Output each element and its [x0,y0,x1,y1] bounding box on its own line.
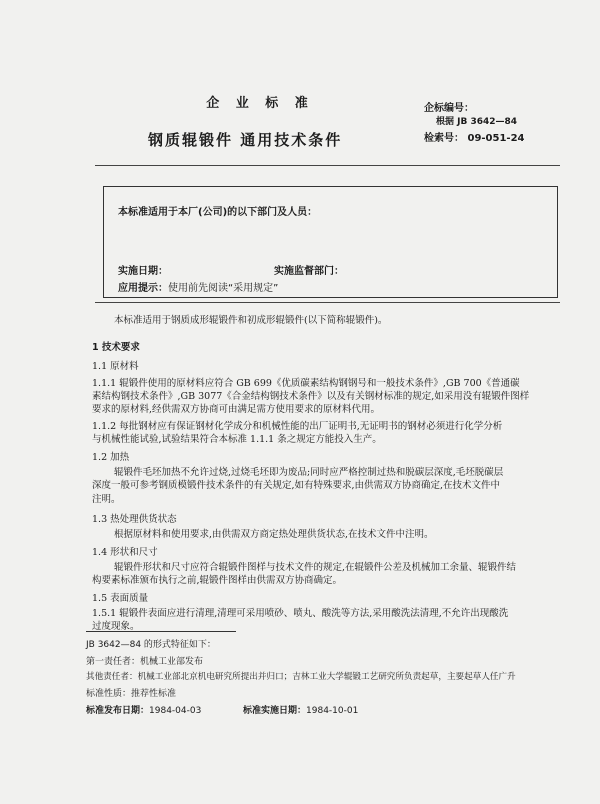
paragraph-1-5-1-line1: 1.5.1 辊锻件表面应进行清理,清理可采用喷砂、喷丸、酸洗等方法,采用酸洗法清理,不允许出现酸洗 [92,608,509,619]
publish-date-value: 1984-04-03 [149,706,202,716]
index-number: 检索号： 09-051-24 [424,133,525,144]
implement-date-label: 标准实施日期： [243,706,307,716]
footer-form-features: JB 3642—84 的形式特征如下： [86,640,216,650]
basis-standard: 根据 JB 3642—84 [436,117,518,127]
application-hint [118,279,278,294]
paragraph-1-1-2-line1: 1.1.2 每批钢材应有保证钢材化学成分和机械性能的出厂证明书,无证明书的钢材必须进行化学分析 [92,421,503,432]
section-1-3-heading: 1.3 热处理供货状态 [92,514,177,525]
footer-other-responsible: 其他责任者：机械工业部北京机电研究所提出并归口；吉林工业大学辊锻工艺研究所负责起草，主要起草人任广升 [86,672,516,682]
footer-standard-nature: 标准性质：推荐性标准 [86,689,177,699]
paragraph-1-2-line1: 辊锻件毛坯加热不允许过烧,过烧毛坯即为废品;同时应严格控制过热和脱碳层深度,毛坯脱碳层 [114,467,504,478]
section-1-heading: 1 技术要求 [92,342,140,353]
scope-text: 本标准适用于钢质成形辊锻件和初成形辊锻件(以下简称辊锻件)。 [114,315,388,326]
footer-first-responsible: 第一责任者：机械工业部发布 [86,657,204,667]
footer-publish-date [86,703,201,716]
section-1-2-heading: 1.2 加热 [92,452,130,463]
implement-date-value: 1984-10-01 [306,706,359,716]
paragraph-1-1-2-line2: 与机械性能试验,试验结果符合本标准 1.1.1 条之规定方能投入生产。 [92,434,382,445]
applicability-box [103,186,558,298]
hint-label: 应用提示： [118,283,168,294]
top-rule [95,165,560,166]
publish-date-label: 标准发布日期： [86,706,150,716]
paragraph-1-3: 根据原材料和使用要求,由供需双方商定热处理供货状态,在技术文件中注明。 [114,529,434,540]
paragraph-1-1-1-line2: 素结构钢技术条件》,GB 3077《合金结构钢技术条件》以及有关钢材标准的规定,如采用没有辊锻件图样 [92,391,530,402]
section-1-4-heading: 1.4 形状和尺寸 [92,547,158,558]
org-type-heading: 企 业 标 准 [206,96,314,111]
section-1-1-heading: 1.1 原材料 [92,361,139,372]
paragraph-1-4-line2: 构要素标准颁布执行之前,辊锻件图样由供需双方协商确定。 [92,575,343,586]
section-1-5-heading: 1.5 表面质量 [92,593,149,604]
implementation-date-label: 实施日期： [118,266,168,277]
paragraph-1-5-1-line2: 过度现象。 [92,621,140,632]
applies-to-text: 本标准适用于本厂(公司)的以下部门及人员： [118,207,318,218]
paragraph-1-1-1-line3: 要求的原材料,经供需双方协商可由满足需方使用要求的原材料代用。 [92,404,381,415]
paragraph-1-2-line3: 注明。 [92,494,121,505]
document-title: 钢质辊锻件 通用技术条件 [148,131,343,149]
paragraph-1-2-line2: 深度一般可参考钢质模锻件技术条件的有关规定,如有特殊要求,由供需双方协商确定,在技术文件中 [92,480,501,491]
hint-text: 使用前先阅读“采用规定” [168,283,279,294]
paragraph-1-4-line1: 辊锻件形状和尺寸应符合辊锻件图样与技术文件的规定,在辊锻件公差及机械加工余量、辊锻件结 [114,562,517,573]
supervisor-dept-label: 实施监督部门： [274,266,344,277]
paragraph-1-1-1-line1: 1.1.1 辊锻件使用的原材料应符合 GB 699《优质碳素结构钢钢号和一般技术条件》,GB 700《普通碳 [92,378,520,389]
bottom-rule [95,302,560,303]
enterprise-number-label: 企标编号： [424,103,474,114]
footer-implement-date [243,703,358,716]
footer-separator [86,631,236,632]
